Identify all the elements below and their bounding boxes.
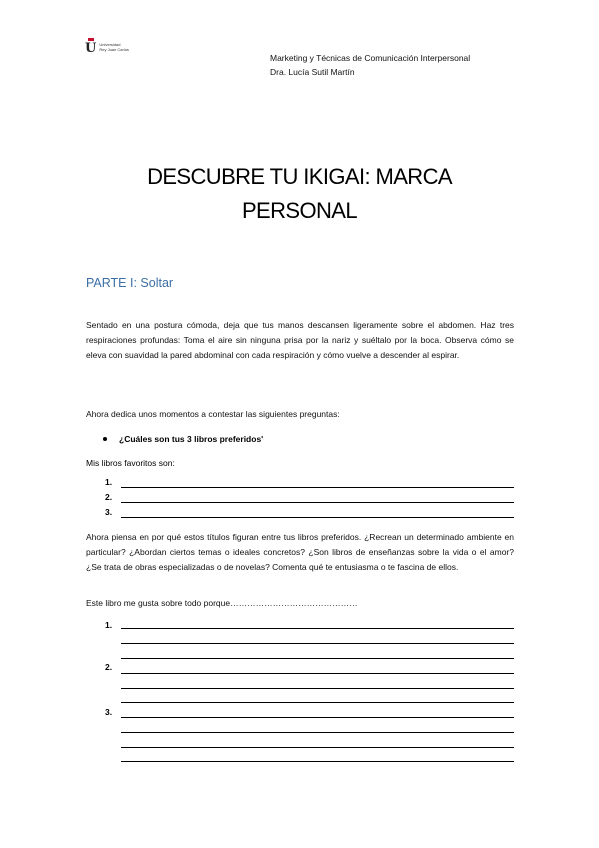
instructions-text: Ahora dedica unos momentos a contestar las siguientes preguntas: — [86, 409, 340, 419]
answer-line[interactable] — [121, 517, 514, 518]
answer-line[interactable] — [121, 732, 514, 733]
answer-line[interactable] — [121, 688, 514, 689]
list-number: 3. — [105, 707, 113, 717]
list-number: 2. — [105, 662, 113, 672]
answer-line[interactable] — [121, 487, 514, 488]
bullet-icon — [103, 437, 107, 441]
answer-line[interactable] — [121, 643, 514, 644]
question-bullet — [103, 434, 263, 444]
favorites-label: Mis libros favoritos son: — [86, 458, 175, 468]
question-text: ¿Cuáles son tus 3 libros preferidos' — [119, 434, 264, 444]
reflection-paragraph: Ahora piensa en por qué estos títulos figuran entre tus libros preferidos. ¿Recrean un determinado ambiente en particular? ¿Abordan ciertos temas o ideales concretos? ¿Son libros de enseñanzas sobre la vida o el amor? ¿Se trata de obras especializadas o de novelas? Comenta qué te entusiasma o te fascina de ellos. — [86, 532, 514, 572]
answer-line[interactable] — [121, 673, 514, 674]
list-number: 1. — [105, 477, 113, 487]
list-number: 1. — [105, 620, 113, 630]
intro-paragraph: Sentado en una postura cómoda, deja que tus manos descansen ligeramente sobre el abdomen. Haz tres respiraciones profundas: Toma el aire sin ninguna prisa por la nariz y suéltalo por la boca. Observa cómo se eleva con suavidad la pared abdominal con cada respiración y cómo vuelve a descender al espirar. — [86, 320, 514, 360]
university-logo — [85, 38, 129, 55]
answer-line[interactable] — [121, 658, 514, 659]
answer-line[interactable] — [121, 761, 514, 762]
list-number: 3. — [105, 507, 113, 517]
answer-line[interactable] — [121, 717, 514, 718]
list-number: 2. — [105, 492, 113, 502]
page-header — [270, 51, 470, 79]
answer-line[interactable] — [121, 747, 514, 748]
course-name: Marketing y Técnicas de Comunicación Interpersonal — [270, 53, 471, 63]
university-shield-icon: U — [85, 38, 96, 55]
reason-label: Este libro me gusta sobre todo porque……………………………………… — [86, 598, 358, 608]
university-name: Universidad Rey Juan Carlos — [99, 41, 129, 52]
section-heading: PARTE I: Soltar — [86, 276, 174, 290]
answer-line[interactable] — [121, 702, 514, 703]
answer-line[interactable] — [121, 502, 514, 503]
answer-line[interactable] — [121, 628, 514, 629]
document-title: DESCUBRE TU IKIGAI: MARCA PERSONAL — [147, 164, 452, 223]
author-name: Dra. Lucía Sutil Martín — [270, 67, 355, 77]
